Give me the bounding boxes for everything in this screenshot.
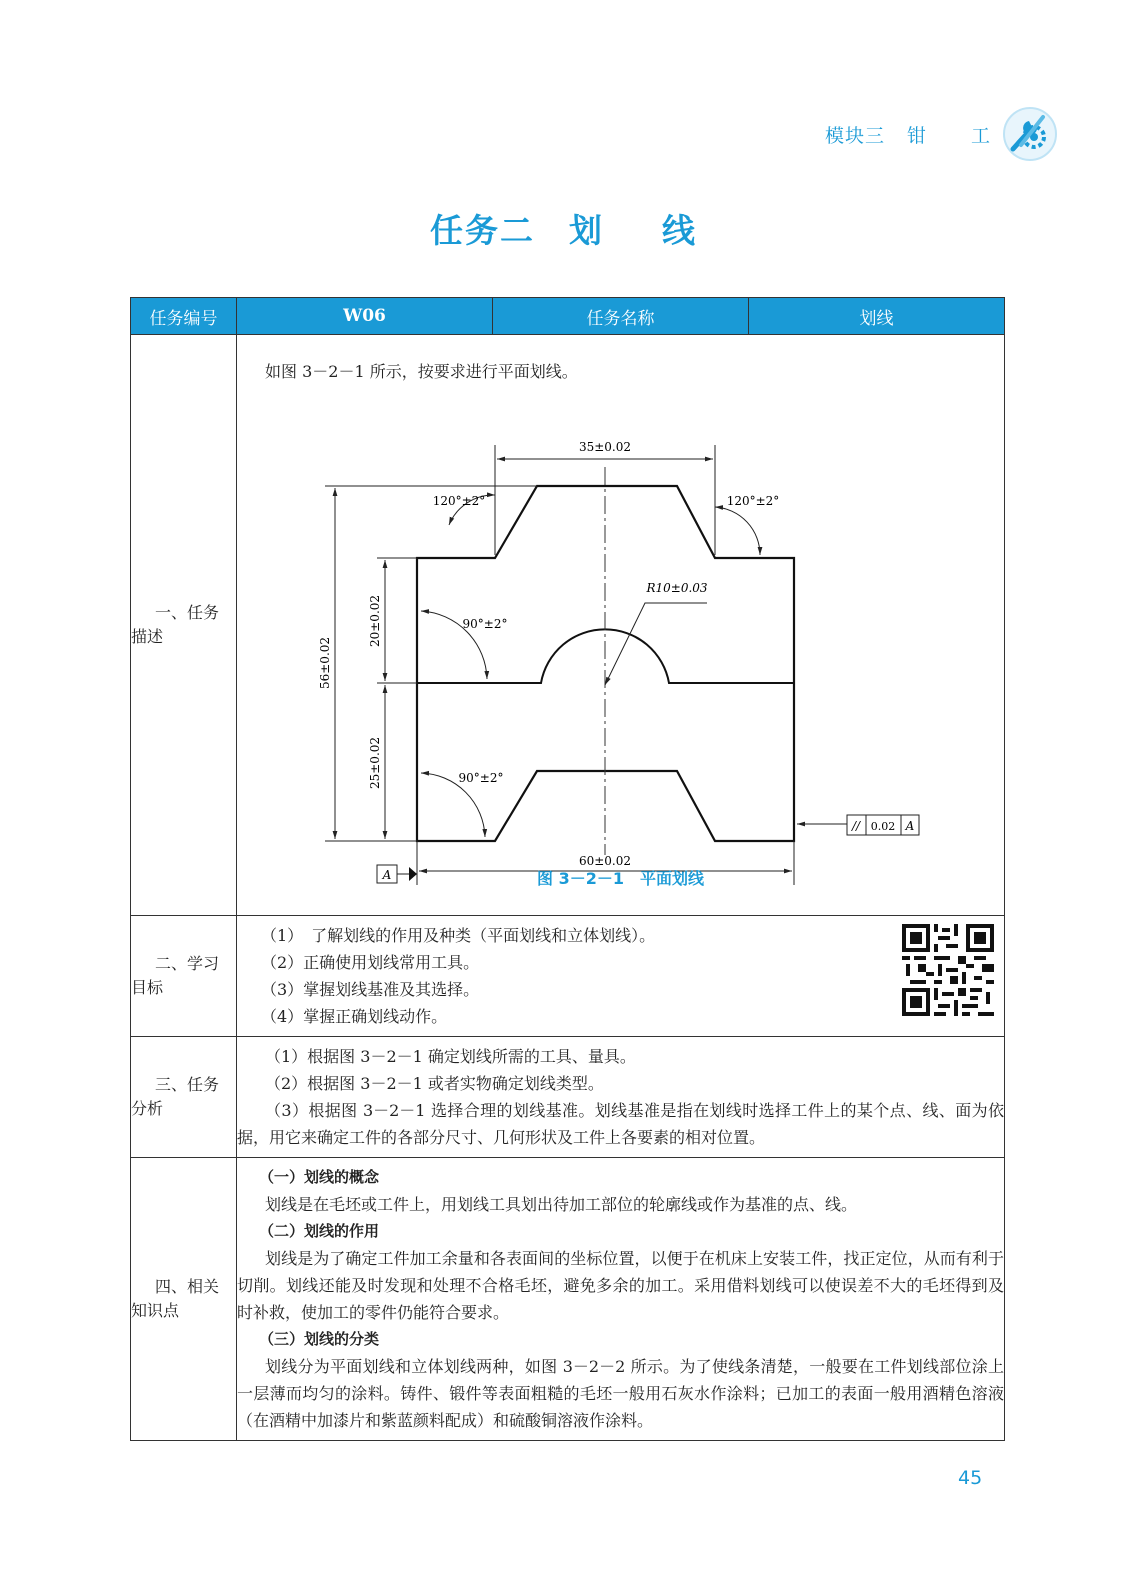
qr-code-icon[interactable] [902, 924, 994, 1016]
knowledge-label-line1: 四、相关 [155, 1277, 220, 1296]
dim-20-label: 20±0.02 [368, 594, 382, 648]
goal-item: （1） 了解划线的作用及种类（平面划线和立体划线）。 [261, 926, 656, 945]
goal-item: （2）正确使用划线常用工具。 [261, 953, 480, 972]
tolerance-datum: A [905, 819, 915, 833]
page-title [0, 205, 1127, 252]
angle-right-top-label: 120°±2° [726, 494, 780, 508]
datum-letter: A [382, 868, 392, 882]
knowledge-heading-1: （一）划线的概念 [259, 1168, 380, 1186]
analysis-content [237, 1037, 1005, 1158]
goals-label-line1: 二、学习 [155, 954, 220, 973]
subject-char-b: 工 [970, 124, 991, 147]
figure-caption: 图 3－2－1 平面划线 [537, 869, 704, 888]
tolerance-symbol: // [851, 819, 861, 833]
goals-row [131, 916, 1005, 1037]
analysis-label [131, 1037, 237, 1158]
title-part-a: 任务二 [430, 211, 535, 250]
description-intro: 如图 3－2－1 所示，按要求进行平面划线。 [265, 362, 578, 381]
goals-content [237, 916, 1005, 1037]
goals-label-line2: 目标 [131, 978, 164, 997]
dim-56-label: 56±0.02 [318, 636, 332, 690]
analysis-label-line2: 分析 [131, 1099, 164, 1118]
goals-label [131, 916, 237, 1037]
description-label-line2: 描述 [131, 627, 164, 646]
knowledge-label [131, 1158, 237, 1441]
radius-label: R10±0.03 [646, 581, 708, 595]
knowledge-heading-3: （三）划线的分类 [259, 1330, 380, 1348]
angle-mid-label: 90°±2° [462, 617, 508, 631]
description-row [131, 335, 1005, 916]
analysis-item: （2）根据图 3－2－1 或者实物确定划线类型。 [265, 1074, 604, 1093]
parallelism-tolerance-frame [847, 815, 919, 835]
task-id-label: 任务编号 [131, 298, 237, 335]
knowledge-paragraph-1: 划线是在毛坯或工件上，用划线工具划出待加工部位的轮廓线或作为基准的点、线。 [265, 1195, 858, 1214]
knowledge-paragraph-3: 划线分为平面划线和立体划线两种，如图 3－2－2 所示。为了使线条清楚，一般要在工件划线部位涂上一层薄而均匀的涂料。铸件、锻件等表面粗糙的毛坯一般用石灰水作涂料；已加工的表面一般用酒精色溶液（在酒精中加漆片和紫蓝颜料配成）和硫酸铜溶液作涂料。 [237, 1357, 1004, 1430]
dim-top-label: 35±0.02 [578, 440, 632, 454]
title-part-b: 划 [569, 211, 604, 250]
table-header-row [131, 298, 1005, 335]
tolerance-value: 0.02 [870, 820, 896, 833]
knowledge-label-line2: 知识点 [131, 1301, 180, 1320]
analysis-item: （1）根据图 3－2－1 确定划线所需的工具、量具。 [265, 1047, 636, 1066]
title-part-c: 线 [662, 211, 697, 250]
description-label [131, 335, 237, 916]
knowledge-content [237, 1158, 1005, 1441]
dimension-lines [335, 459, 847, 871]
page-number: 45 [958, 1467, 983, 1489]
knowledge-heading-2: （二）划线的作用 [259, 1222, 380, 1240]
task-name-value: 划线 [749, 298, 1005, 335]
analysis-row [131, 1037, 1005, 1158]
goal-item: （4）掌握正确划线动作。 [261, 1007, 448, 1026]
analysis-item: （3）根据图 3－2－1 选择合理的划线基准。划线基准是指在划线时选择工件上的某个点、线、面为依据，用它来确定工件的各部分尺寸、几何形状及工件上各要素的相对位置。 [237, 1101, 1004, 1147]
knowledge-row [131, 1158, 1005, 1441]
angle-low-label: 90°±2° [458, 771, 504, 785]
analysis-label-line1: 三、任务 [155, 1075, 220, 1094]
knowledge-paragraph-2: 划线是为了确定工件加工余量和各表面间的坐标位置，以便于在机床上安装工件，找正定位，从而有利于切削。划线还能及时发现和处理不合格毛坯，避免多余的加工。采用借料划线可以使误差不大的毛坯得到及时补救，使加工的零件仍能符合要求。 [237, 1249, 1004, 1322]
page-header [825, 105, 1059, 163]
module-label: 模块三 [824, 124, 885, 147]
subject-char-a: 钳 [906, 124, 927, 147]
wrench-gear-icon [1001, 105, 1059, 163]
module-title [825, 121, 991, 148]
description-content [237, 335, 1005, 916]
goal-item: （3）掌握划线基准及其选择。 [261, 980, 480, 999]
angle-left-top-label: 120°±2° [432, 494, 486, 508]
dim-25-label: 25±0.02 [368, 736, 382, 790]
task-table [130, 297, 1005, 1441]
task-name-label: 任务名称 [493, 298, 749, 335]
task-id-value: W06 [237, 298, 493, 335]
dim-60-label: 60±0.02 [578, 854, 632, 868]
extension-lines [325, 445, 794, 885]
description-label-line1: 一、任务 [155, 603, 220, 622]
